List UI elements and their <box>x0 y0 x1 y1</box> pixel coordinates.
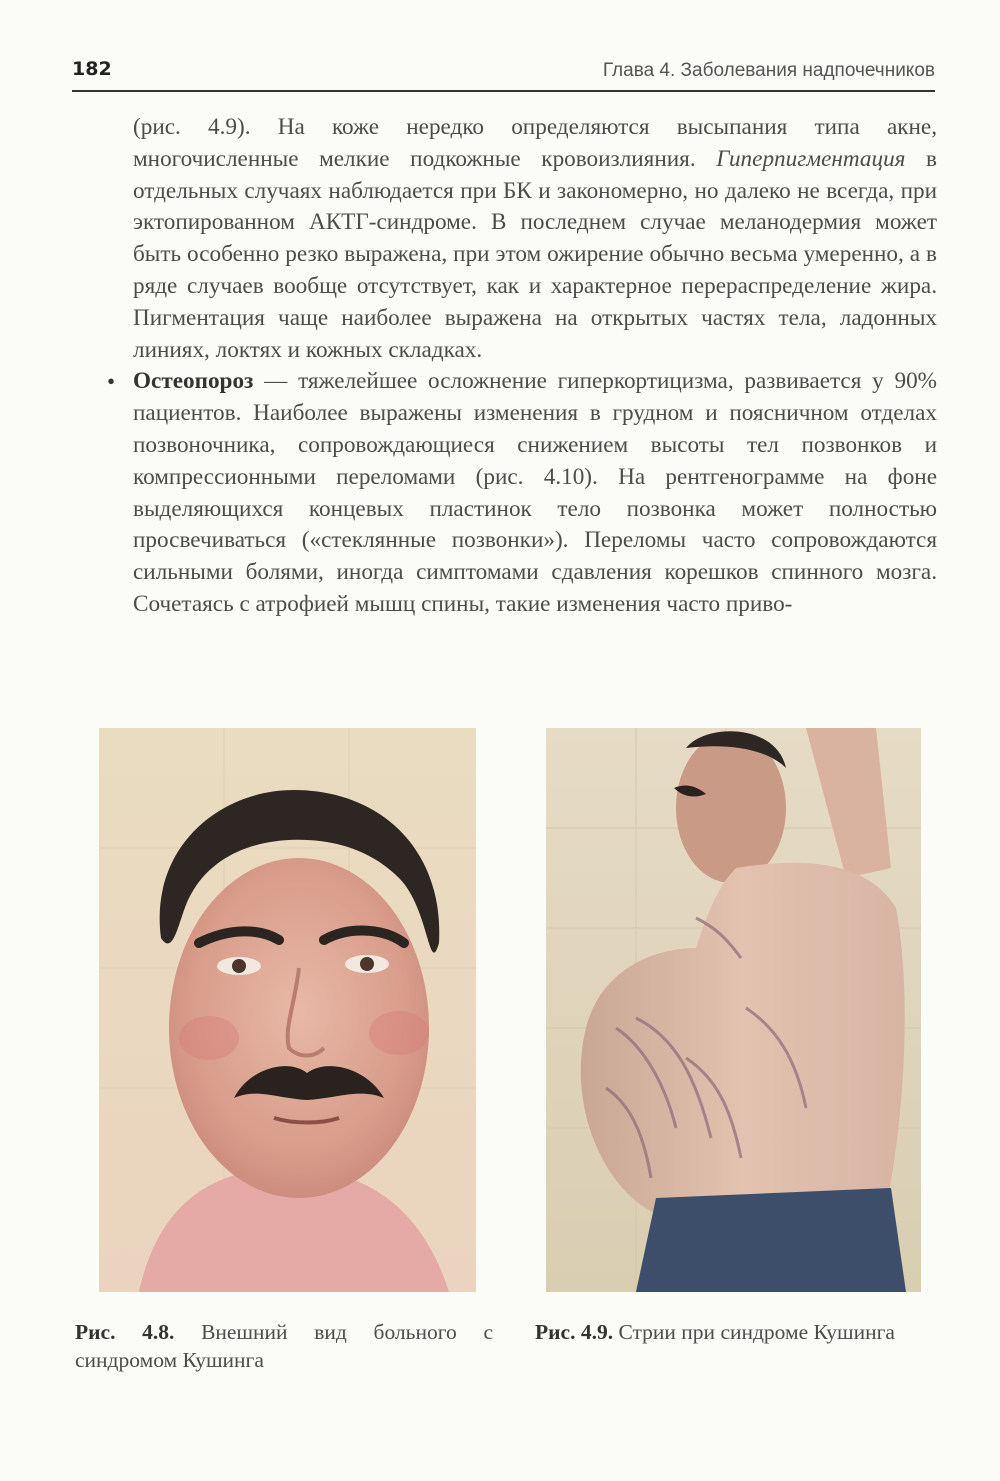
figure-caption-text: Стрии при синдроме Кушинга <box>613 1320 895 1344</box>
body-text <box>107 112 937 621</box>
chapter-title: Глава 4. Заболевания надпочечников <box>602 60 935 81</box>
bullet-text: — тяжелейшее осложнение гиперкортицизма, развивается у 90% пациентов. Наиболее выражены изменения в грудном и поясничном отделах позвоночника, сопровождающиеся снижением высоты тел позвонков и компрессионными переломами (рис. 4.10). На рентгенограмме на фоне выделяющихся концевых пластинок тело позвонка может полностью просвечиваться («стеклянные позвонки»). Переломы часто сопровождаются сильными болями, иногда симптомами сдавления корешков спинного мозга. Сочетаясь с атрофией мышц спины, такие изменения часто приво- <box>133 368 937 617</box>
figure-photo-face <box>99 728 476 1292</box>
bullet-marker: • <box>107 369 116 395</box>
bullet-term: Остеопороз <box>133 368 254 395</box>
figure-caption-4-9 <box>535 1318 935 1346</box>
bullet-osteoporosis <box>107 366 937 620</box>
figure-caption-4-8 <box>75 1318 493 1374</box>
italic-term: Гиперпигментация <box>716 145 906 172</box>
page-number: 182 <box>72 58 112 80</box>
paragraph-pigmentation <box>133 112 937 366</box>
running-header <box>72 56 935 92</box>
paragraph-text-2: в отдельных случаях наблюдается при БК и закономерно, но далеко не всегда, при эктопированном АКТГ-синдроме. В последнем случае меланодермия может быть особенно резко выражена, при этом ожирение обычно весьма умеренно, а в ряде случаев вообще отсутствует, как и характерное перераспределение жира. Пигментация чаще наиболее выражена на открытых частях тела, ладонных линиях, локтях и кожных складках. <box>133 145 937 363</box>
figure-label: Рис. 4.8. <box>75 1320 175 1344</box>
figure-caption-text: Внешний вид больного с синдромом Кушинга <box>75 1320 493 1372</box>
paragraph-text-1: (рис. 4.9). На коже нередко определяются высыпания типа акне, многочисленные мелкие подкожные кровоизлияния. <box>133 114 937 172</box>
figure-photo-striae <box>546 728 921 1292</box>
figure-label: Рис. 4.9. <box>535 1320 614 1344</box>
